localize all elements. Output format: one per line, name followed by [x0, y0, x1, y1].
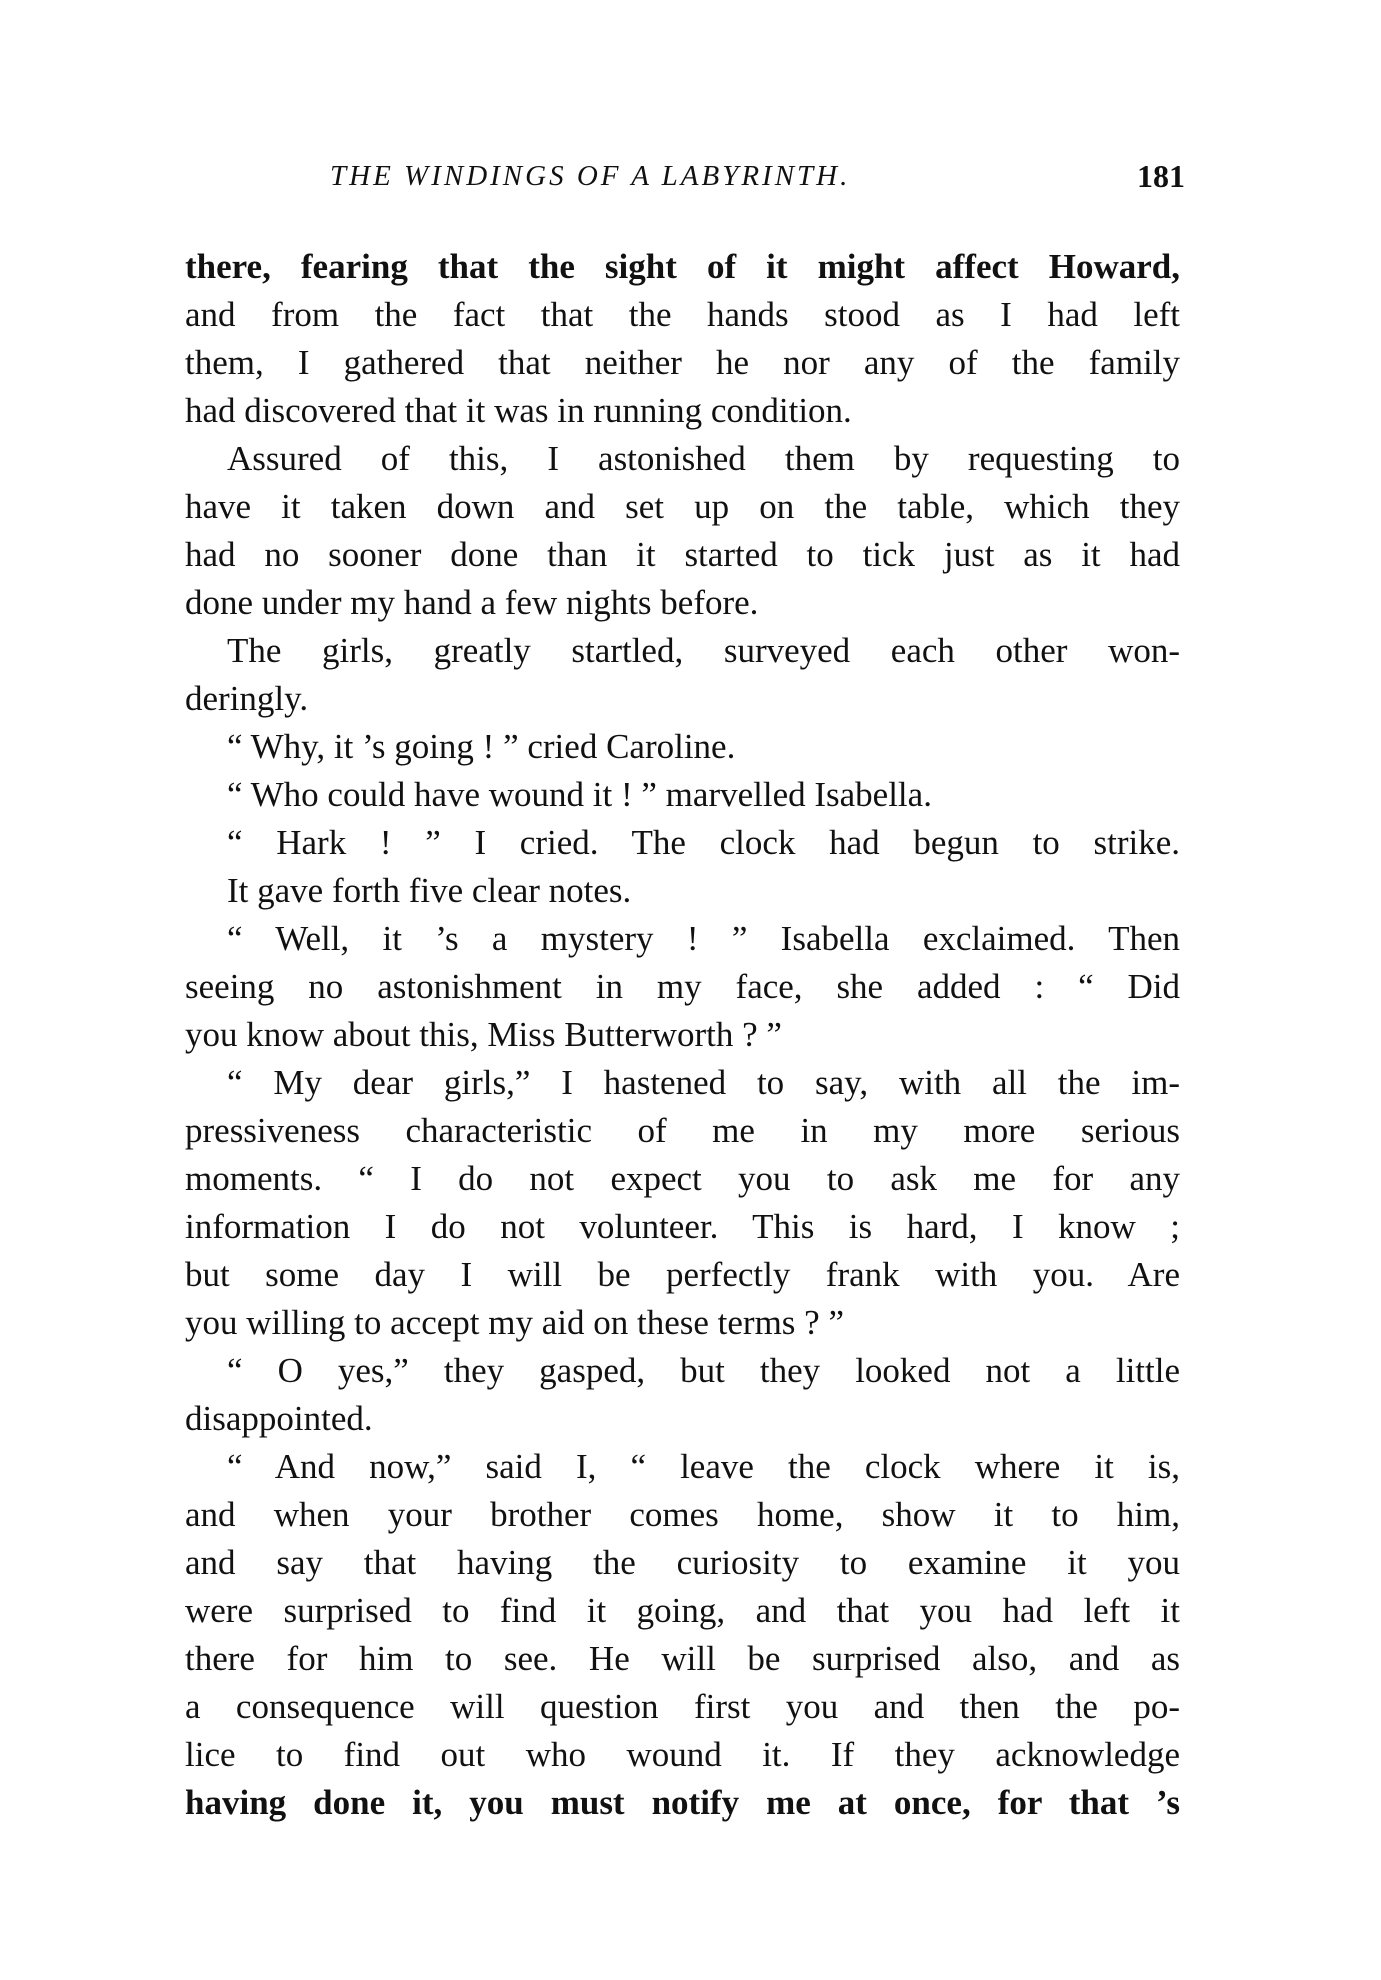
text-line: pressiveness characteristic of me in my more serious — [185, 1111, 1180, 1150]
text-line: had discovered that it was in running condition. — [185, 391, 852, 430]
text-line: but some day I will be perfectly frank with you. Are — [185, 1255, 1180, 1294]
text-line: there, fearing that the sight of it might affect Howard, — [185, 247, 1180, 286]
text-line: done under my hand a few nights before. — [185, 583, 759, 622]
text-line: The girls, greatly startled, surveyed each other won- — [227, 631, 1180, 670]
text-line: a consequence will question first you and then the po- — [185, 1687, 1180, 1726]
text-line: were surprised to find it going, and that you had left it — [185, 1591, 1180, 1630]
text-line: “ Who could have wound it ! ” marvelled Isabella. — [227, 775, 932, 814]
text-line: “ Well, it ’s a mystery ! ” Isabella exclaimed. Then — [227, 919, 1180, 958]
text-line: “ And now,” said I, “ leave the clock where it is, — [227, 1447, 1180, 1486]
page-header — [185, 160, 1185, 210]
text-line: and say that having the curiosity to examine it you — [185, 1543, 1180, 1582]
text-line: It gave forth five clear notes. — [227, 871, 632, 910]
text-line: you willing to accept my aid on these terms ? ” — [185, 1303, 844, 1342]
text-line: had no sooner done than it started to tick just as it had — [185, 535, 1180, 574]
text-line: Assured of this, I astonished them by requesting to — [227, 439, 1180, 478]
text-line: and from the fact that the hands stood as I had left — [185, 295, 1180, 334]
text-line: deringly. — [185, 679, 309, 718]
text-line: “ Hark ! ” I cried. The clock had begun to strike. — [227, 823, 1180, 862]
text-line: “ My dear girls,” I hastened to say, with all the im- — [227, 1063, 1180, 1102]
text-line: “ O yes,” they gasped, but they looked not a little — [227, 1351, 1180, 1390]
text-line: there for him to see. He will be surprised also, and as — [185, 1639, 1180, 1678]
text-line: lice to find out who wound it. If they acknowledge — [185, 1735, 1180, 1774]
text-line: “ Why, it ’s going ! ” cried Caroline. — [227, 727, 736, 766]
text-line: seeing no astonishment in my face, she added : “ Did — [185, 967, 1180, 1006]
text-line: you know about this, Miss Butterworth ? ” — [185, 1015, 782, 1054]
text-line: information I do not volunteer. This is hard, I know ; — [185, 1207, 1180, 1246]
page-number: 181 — [1137, 158, 1185, 194]
text-line: have it taken down and set up on the table, which they — [185, 487, 1180, 526]
text-line: and when your brother comes home, show it to him, — [185, 1495, 1180, 1534]
text-line: them, I gathered that neither he nor any of the family — [185, 343, 1180, 382]
text-line: moments. “ I do not expect you to ask me for any — [185, 1159, 1180, 1198]
text-line: disappointed. — [185, 1399, 373, 1438]
running-title: THE WINDINGS OF A LABYRINTH. — [330, 160, 851, 192]
text-line: having done it, you must notify me at once, for that ’s — [185, 1783, 1180, 1822]
body-text — [185, 243, 1180, 1827]
